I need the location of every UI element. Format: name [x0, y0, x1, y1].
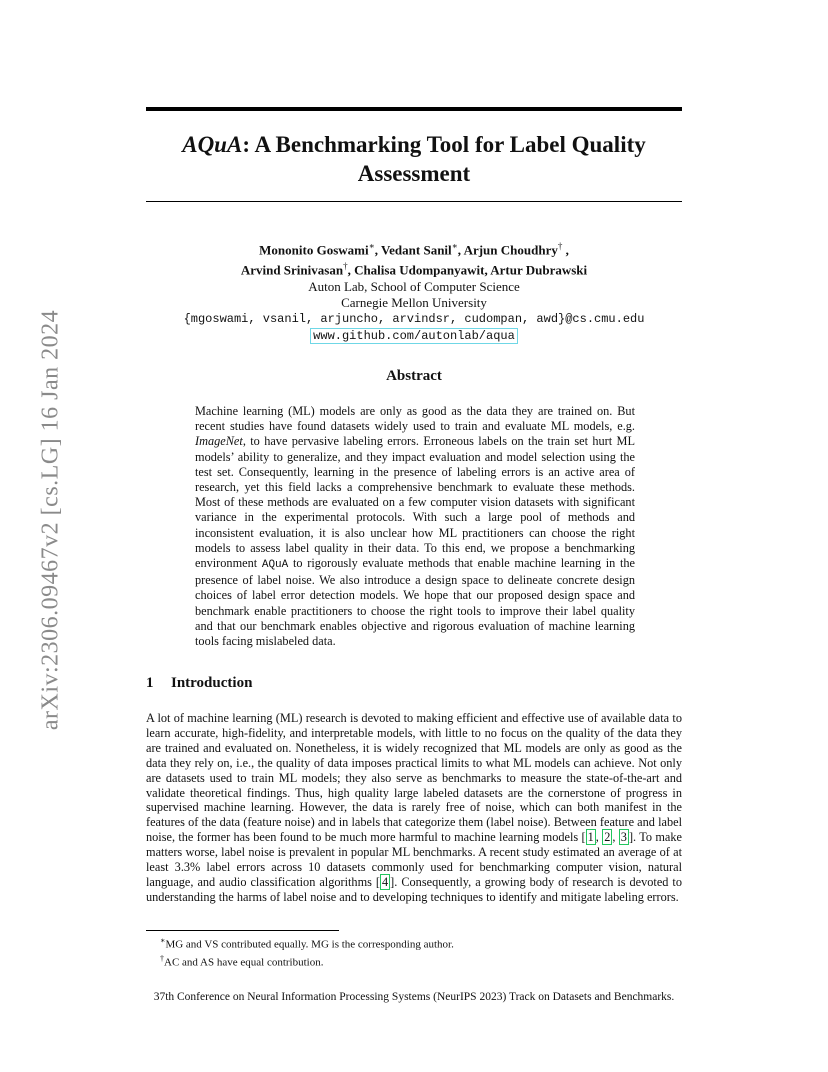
abstract-segment: to rigorously evaluate methods that enable machine learning in the presence of label noise. We also introduce a design space to delineate concrete design choices of label error detection models. We hope that our proposed design space and benchmark enable practitioners to choose the right tools to improve their label quality and that our benchmark enables objective and rigorous evaluation of machine learning tools facing mislabeled data. — [195, 556, 636, 649]
intro-segment: ]. To make matters worse, label noise is prevalent in popular ML benchmarks. A recent study estimated an average of at least 3.3% label errors across 10 datasets commonly used for benchmarking computer vision, natural language, and audio classification algorithms [ — [146, 830, 683, 889]
footnote-mark: ∗ — [368, 241, 375, 251]
title-line-2: Assessment — [357, 161, 471, 186]
abstract-heading: Abstract — [386, 368, 442, 384]
footnote-mark: ∗ — [160, 936, 166, 945]
footnotes — [160, 934, 454, 969]
section-title: Introduction — [171, 675, 253, 691]
footnote-mark: † — [343, 261, 348, 272]
introduction-paragraph — [146, 711, 682, 905]
author-name: Arvind Srinivasan — [240, 262, 344, 278]
footnote-mark: † — [160, 953, 164, 963]
university: Carnegie Mellon University — [341, 294, 487, 310]
author-separator: , — [562, 242, 569, 258]
citation-separator: , — [612, 830, 619, 845]
tool-name: AQuA — [261, 559, 289, 572]
title-top-rule — [146, 107, 682, 111]
citation-link[interactable]: 3 — [620, 830, 627, 845]
footnote-divider — [146, 930, 339, 931]
author-name: , Arjun Choudhry — [457, 242, 558, 258]
footnote-text: AC and AS have equal contribution. — [164, 956, 324, 969]
author-line-2 — [146, 258, 682, 278]
footnote-mark: ∗ — [451, 241, 458, 251]
abstract-segment: Machine learning (ML) models are only as good as the data they are trained on. But recent studies have found datasets widely used to train and evaluate ML models, e.g. — [195, 404, 635, 434]
author-name: Mononito Goswami — [259, 242, 369, 258]
dataset-name: ImageNet — [195, 434, 243, 449]
author-emails: {mgoswami, vsanil, arjuncho, arvindsr, cudompan, awd}@cs.cmu.edu — [183, 311, 645, 326]
footnote-1 — [160, 934, 454, 952]
arxiv-identifier-stamp: arXiv:2306.09467v2 [cs.LG] 16 Jan 2024 — [37, 309, 64, 731]
author-line-1 — [146, 238, 682, 258]
citation-link[interactable]: 2 — [604, 830, 611, 845]
title-bottom-rule — [146, 201, 682, 202]
citation-link[interactable]: 1 — [587, 830, 594, 845]
abstract-text — [195, 404, 635, 649]
repository-link[interactable]: www.github.com/autonlab/aqua — [310, 328, 518, 344]
citation-separator: , — [595, 830, 603, 845]
abstract-segment: , to have pervasive labeling errors. Erroneous labels on the train set hurt ML models’ ability to generalize, and they impact evaluation and model selection using the test set. Consequently, learning in the presence of labeling errors is an active area of research, yet this field lacks a comprehensive benchmark to evaluate these methods. Most of these methods are evaluated on a few computer vision datasets with significant variance in the experimental protocols. With such a large pool of methods and inconsistent evaluation, it is also unclear how ML practitioners can choose the right models to assess label quality in their data. To this end, we propose a benchmarking environment — [195, 434, 635, 571]
section-number: 1 — [146, 675, 154, 691]
intro-segment: ]. Consequently, a growing body of research is devoted to understanding the harms of label noise and to developing techniques to identify and mitigate labeling errors. — [146, 874, 682, 904]
author-block — [146, 238, 682, 344]
author-name: , Chalisa Udompanyawit, Artur Dubrawski — [347, 262, 588, 278]
affiliation: Auton Lab, School of Computer Science — [308, 278, 520, 294]
footnote-text: MG and VS contributed equally. MG is the corresponding author. — [165, 938, 454, 951]
intro-segment: A lot of machine learning (ML) research is devoted to making efficient and effective use of available data to learn accurate, high-fidelity, and interpretable models, with little to no focus on the quality of the data they are trained and evaluated on. Nonetheless, it is widely recognized that ML models are only as good as the data they rely on, i.e., the quality of data imposes practical limits to what ML models can achieve. Not only are datasets used to train ML models; they also serve as benchmarks to measure the state-of-the-art and validate theoretical findings. Thus, high quality large labeled datasets are the cornerstone of progress in supervised machine learning. However, the data is rarely free of noise, which can both manifest in the features of the data (feature noise) and in labels that categorize them (label noise). Between feature and label noise, the former has been found to be much more harmful to machine learning models [ — [146, 711, 682, 845]
footnote-mark: † — [557, 241, 563, 251]
section-heading-introduction — [146, 675, 252, 692]
title-line-1: : A Benchmarking Tool for Label Quality — [242, 132, 646, 157]
citation-link[interactable]: 4 — [382, 874, 389, 889]
venue-footer: 37th Conference on Neural Information Processing Systems (NeurIPS 2023) Track on Datasets and Benchmarks. — [153, 991, 675, 1003]
paper-title — [146, 130, 682, 188]
author-name: , Vedant Sanil — [374, 242, 452, 258]
footnote-2 — [160, 952, 454, 970]
title-tool-name: AQuA — [182, 132, 243, 157]
